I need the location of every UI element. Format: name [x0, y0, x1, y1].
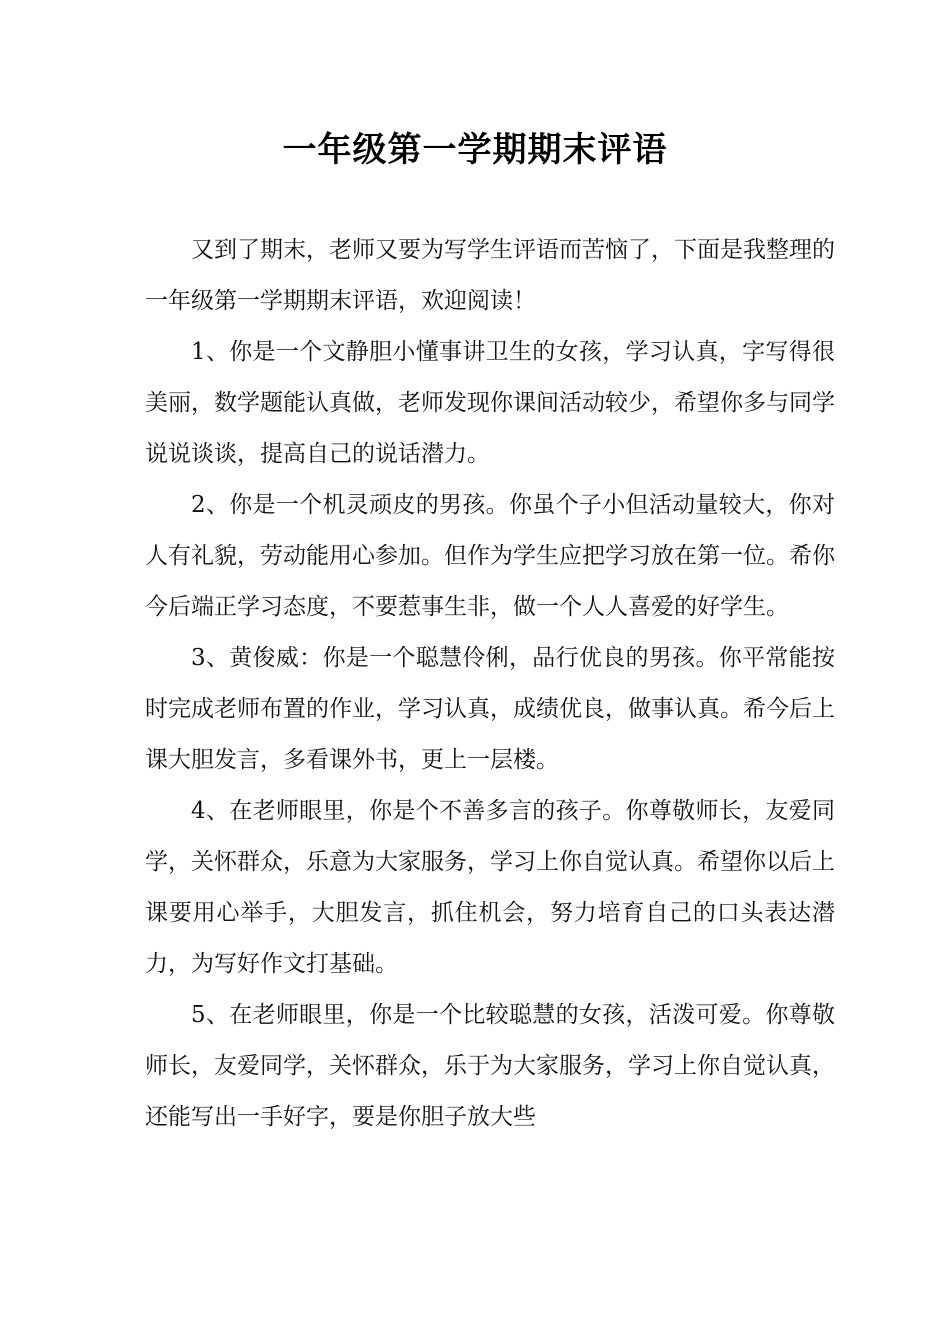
- comment-paragraph-4: 4、在老师眼里，你是个不善多言的孩子。你尊敬师长，友爱同学，关怀群众，乐意为大家服务，学习上你自觉认真。希望你以后上课要用心举手，大胆发言，抓住机会，努力培育自己的口头表达潜力，为写好作文打基础。: [145, 798, 835, 977]
- document-body: [145, 225, 835, 1143]
- document-title: 一年级第一学期期末评语: [282, 130, 668, 170]
- comment-paragraph-5: 5、在老师眼里，你是一个比较聪慧的女孩，活泼可爱。你尊敬师长，友爱同学，关怀群众，乐于为大家服务，学习上你自觉认真，还能写出一手好字，要是你胆子放大些: [145, 1002, 835, 1130]
- intro-paragraph: 又到了期末，老师又要为写学生评语而苦恼了，下面是我整理的一年级第一学期期末评语，欢迎阅读！: [145, 237, 835, 314]
- comment-paragraph-1: 1、你是一个文静胆小懂事讲卫生的女孩，学习认真，字写得很美丽，数学题能认真做，老师发现你课间活动较少，希望你多与同学说说谈谈，提高自己的说话潜力。: [145, 339, 835, 467]
- comment-paragraph-3: 3、黄俊威：你是一个聪慧伶俐，品行优良的男孩。你平常能按时完成老师布置的作业，学习认真，成绩优良，做事认真。希今后上课大胆发言，多看课外书，更上一层楼。: [145, 645, 835, 773]
- comment-paragraph-2: 2、你是一个机灵顽皮的男孩。你虽个子小但活动量较大，你对人有礼貌，劳动能用心参加。但作为学生应把学习放在第一位。希你今后端正学习态度，不要惹事生非，做一个人人喜爱的好学生。: [145, 492, 835, 620]
